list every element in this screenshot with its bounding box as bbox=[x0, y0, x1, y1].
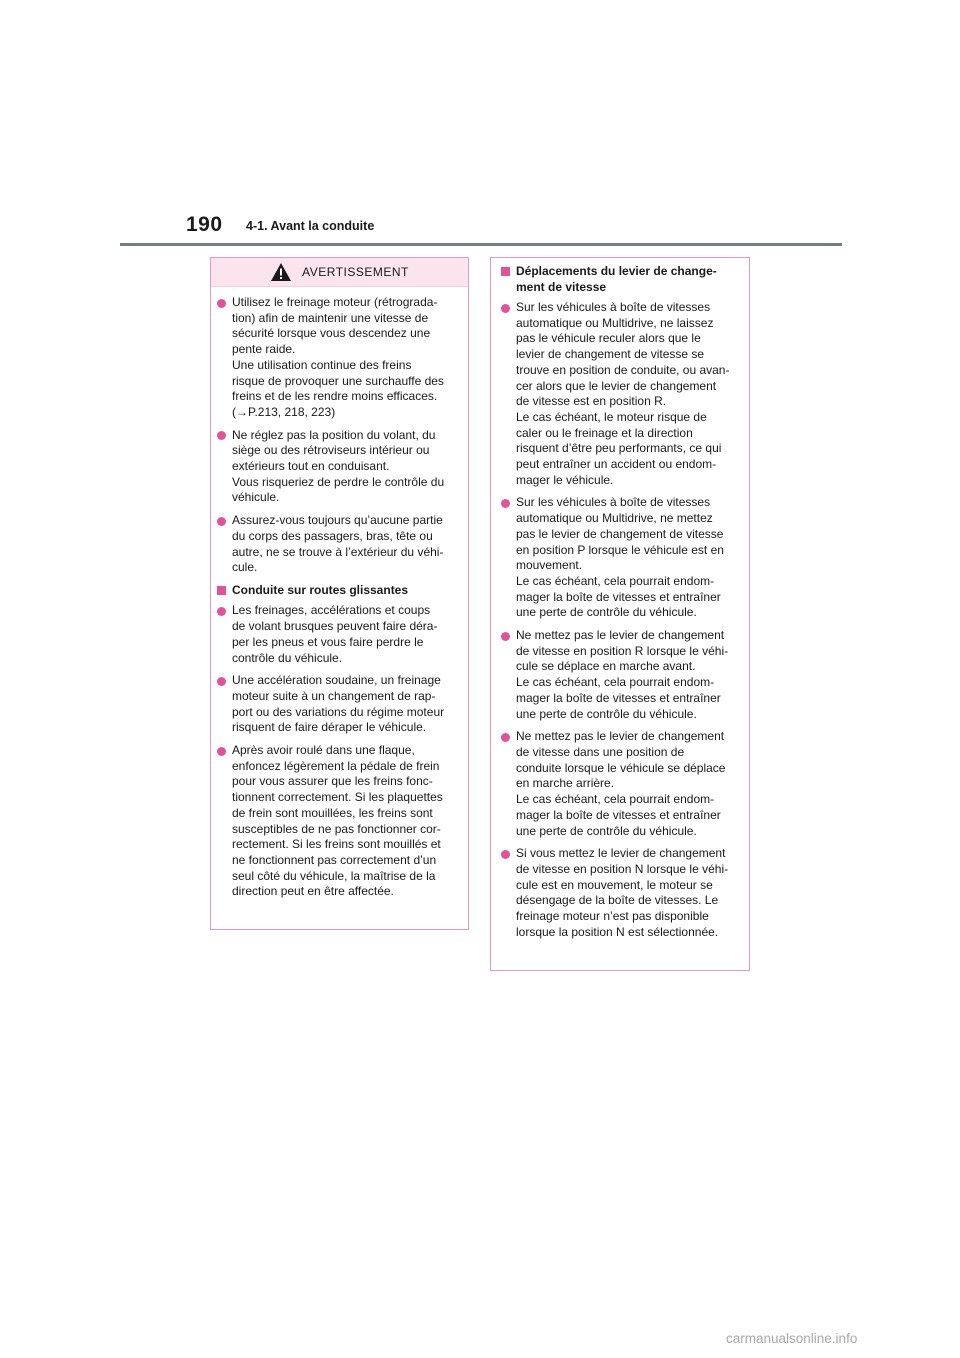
bullet-dot-icon bbox=[501, 733, 510, 742]
section-heading bbox=[217, 583, 458, 599]
section-heading-text: Déplacements du levier de change- ment de vitesse bbox=[516, 264, 717, 294]
header-rule bbox=[120, 243, 842, 246]
list-item-text: Sur les véhicules à boîte de vitesses automatique ou Multidrive, ne laissez pas le véhicule reculer alors que le levier de changement de vitesse se trouve en position de conduite, ou avan- cer alors que le levier de changement de vitesse est en position R. Le cas échéant, le moteur risque de caler ou le freinage et la direction risquent d’être peu performants, ce qui peut entraîner un accident ou endom- mager le véhicule. bbox=[516, 300, 730, 487]
list-item-text: Ne mettez pas le levier de changement de vitesse en position R lorsque le véhi- cule se déplace en marche avant. Le cas échéant, cela pourrait endom- mager la boîte de vitesses et entraîner une perte de contrôle du véhicule. bbox=[516, 628, 729, 721]
shift-lever-box bbox=[490, 257, 750, 971]
bullet-dot-icon bbox=[217, 747, 226, 756]
list-item-text: Après avoir roulé dans une flaque, enfoncez légèrement la pédale de frein pour vous assurer que les freins fonc- tionnent correctement. Si les plaquettes de frein sont mouillées, les freins sont susceptibles de ne pas fonctionner cor- rectement. Si les freins sont mouillés et ne fonctionnent pas correctement d’un seul côté du véhicule, la maîtrise de la direction peut en être affectée. bbox=[232, 743, 443, 899]
square-bullet-icon bbox=[501, 267, 510, 276]
list-item-text: Utilisez le freinage moteur (rétrograda- tion) afin de maintenir une vitesse de sécurité lorsque vous descendez une pente raide. Une utilisation continue des freins risque de provoquer une surchauffe des freins et de les rendre moins efficaces. (→P.213, 218, 223) bbox=[232, 295, 444, 419]
list-item bbox=[217, 743, 458, 900]
list-item-text: Sur les véhicules à boîte de vitesses automatique ou Multidrive, ne mettez pas le levier de changement de vitesse en position P lorsque le véhicule est en mouvement. Le cas échéant, cela pourrait endom- mager la boîte de vitesses et entraîner une perte de contrôle du véhicule. bbox=[516, 495, 724, 620]
bullet-dot-icon bbox=[501, 304, 510, 313]
list-item bbox=[501, 846, 737, 940]
list-item bbox=[501, 495, 737, 621]
list-item bbox=[217, 673, 458, 736]
bullet-dot-icon bbox=[501, 499, 510, 508]
warning-title: AVERTISSEMENT bbox=[302, 265, 409, 279]
section-title: 4-1. Avant la conduite bbox=[246, 219, 375, 233]
bullet-dot-icon bbox=[217, 299, 226, 308]
list-item-text: Si vous mettez le levier de changement de vitesse en position N lorsque le véhi- cule est en mouvement, le moteur se désengage de la boîte de vitesses. Le freinage moteur n’est pas disponible lorsque la position N est sélectionnée. bbox=[516, 846, 729, 939]
bullet-dot-icon bbox=[217, 517, 226, 526]
list-item bbox=[501, 729, 737, 839]
section-heading bbox=[501, 264, 737, 295]
list-item bbox=[217, 295, 458, 421]
list-item-text: Une accélération soudaine, un freinage moteur suite à un changement de rap- port ou des variations du régime moteur risquent de faire déraper le véhicule. bbox=[232, 673, 445, 735]
list-item bbox=[217, 513, 458, 576]
bullet-dot-icon bbox=[217, 607, 226, 616]
list-item-text: Ne réglez pas la position du volant, du siège ou des rétroviseurs intérieur ou extérieurs tout en conduisant. Vous risqueriez de perdre le contrôle du véhicule. bbox=[232, 427, 445, 505]
watermark-link[interactable]: carmanualsonline.info bbox=[726, 1331, 858, 1346]
bullet-dot-icon bbox=[217, 677, 226, 686]
bullet-dot-icon bbox=[501, 632, 510, 641]
list-item-text: Les freinages, accélérations et coups de volant brusques peuvent faire déra- per les pneus et vous faire perdre le contrôle du véhicule. bbox=[232, 603, 438, 665]
list-item bbox=[217, 603, 458, 666]
list-item-text: Ne mettez pas le levier de changement de vitesse dans une position de conduite lorsque le véhicule se déplace en marche arrière. Le cas échéant, cela pourrait endom- mager la boîte de vitesses et entraîner une perte de contrôle du véhicule. bbox=[516, 729, 726, 838]
warning-header bbox=[211, 258, 468, 287]
section-heading-text: Conduite sur routes glissantes bbox=[232, 582, 409, 597]
warning-box bbox=[210, 257, 469, 930]
bullet-dot-icon bbox=[501, 850, 510, 859]
warning-content bbox=[211, 295, 468, 900]
list-item bbox=[501, 628, 737, 722]
bullet-dot-icon bbox=[217, 431, 226, 440]
page-number: 190 bbox=[186, 213, 223, 236]
square-bullet-icon bbox=[217, 586, 226, 595]
list-item bbox=[217, 428, 458, 507]
list-item-text: Assurez-vous toujours qu’aucune partie du corps des passagers, bras, tête ou autre, ne se trouve à l’extérieur du véhi- cule. bbox=[232, 513, 444, 575]
warning-triangle-icon bbox=[270, 262, 292, 282]
list-item bbox=[501, 300, 737, 488]
